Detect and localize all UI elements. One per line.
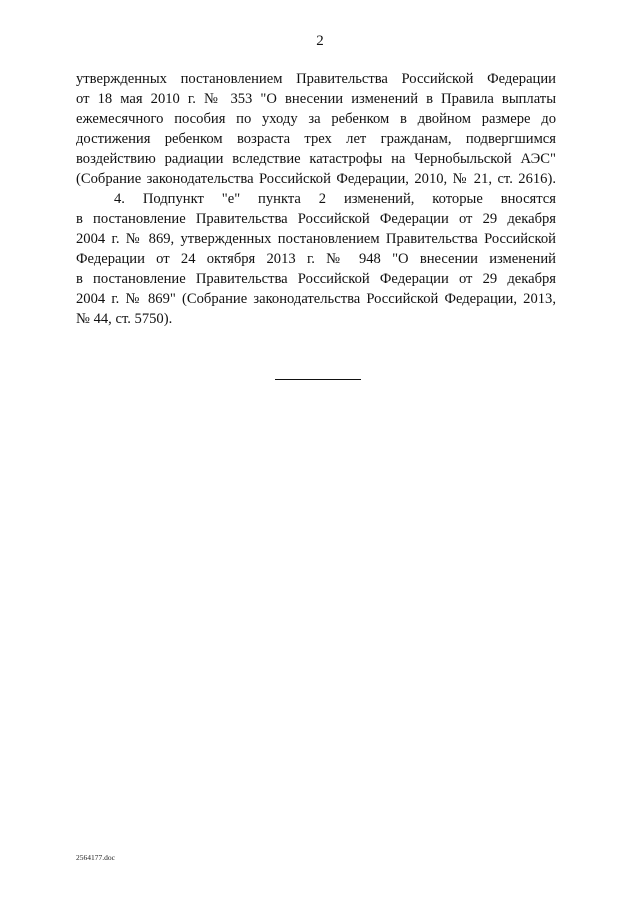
text-line: 2004 г. № 869" (Собрание законодательства Российской Федерации, 2013, bbox=[76, 291, 556, 307]
text-line: Федерации от 24 октября 2013 г. № 948 "О внесении изменений bbox=[76, 251, 556, 267]
text-line: воздействию радиации вследствие катастрофы на Чернобыльской АЭС" bbox=[76, 151, 556, 167]
text-line: (Собрание законодательства Российской Федерации, 2010, № 21, ст. 2616). bbox=[76, 171, 556, 187]
file-reference: 2564177.doc bbox=[76, 853, 115, 862]
page-number: 2 bbox=[316, 33, 324, 49]
separator-line bbox=[275, 379, 361, 380]
text-line: 4. Подпункт "е" пункта 2 изменений, которые вносятся bbox=[114, 191, 556, 207]
text-line: 2004 г. № 869, утвержденных постановлением Правительства Российской bbox=[76, 231, 556, 247]
text-line: № 44, ст. 5750). bbox=[76, 311, 173, 327]
text-line: в постановление Правительства Российской Федерации от 29 декабря bbox=[76, 211, 556, 227]
paragraph-2 bbox=[76, 189, 556, 329]
text-line: ежемесячного пособия по уходу за ребенком в двойном размере до bbox=[76, 111, 556, 127]
document-body bbox=[76, 69, 556, 329]
text-line: утвержденных постановлением Правительства Российской Федерации bbox=[76, 71, 556, 87]
text-line: от 18 мая 2010 г. № 353 "О внесении изменений в Правила выплаты bbox=[76, 91, 556, 107]
text-line: в постановление Правительства Российской Федерации от 29 декабря bbox=[76, 271, 556, 287]
text-line: достижения ребенком возраста трех лет гражданам, подвергшимся bbox=[76, 131, 556, 147]
paragraph-1 bbox=[76, 69, 556, 189]
